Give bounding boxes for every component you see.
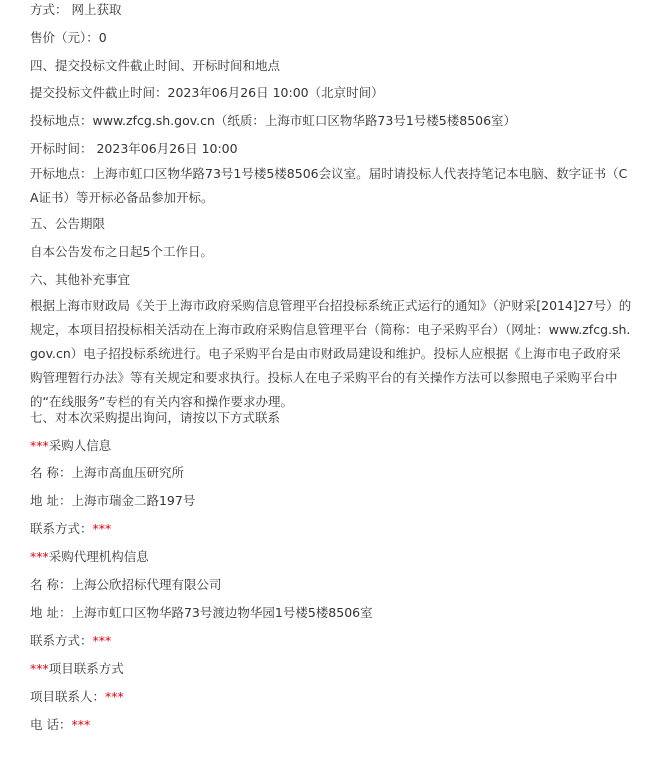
agent-address: 地 址：上海市虹口区物华路73号渡边物华园1号楼5楼8506室 <box>30 605 373 620</box>
masked-text: *** <box>30 549 49 564</box>
price-label: 售价（元）： <box>30 30 99 45</box>
masked-text: *** <box>105 689 124 704</box>
buyer-address: 地 址：上海市瑞金二路197号 <box>30 493 196 508</box>
phone-label: 电 话： <box>30 717 72 732</box>
opening-place: 开标地点：上海市虹口区物华路73号1号楼5楼8506会议室。届时请投标人代表持笔记本电脑、数字证书（CA证书）等开标必备品参加开标。 <box>30 166 628 205</box>
buyer-contact <box>30 519 630 539</box>
section-6-heading: 六、其他补充事宜 <box>30 272 131 287</box>
project-person-label: 项目联系人： <box>30 689 106 704</box>
masked-text: *** <box>92 521 112 536</box>
masked-text: *** <box>92 633 112 648</box>
project-contact-heading <box>30 659 630 679</box>
agent-info-heading <box>30 547 630 567</box>
announcement-period: 自本公告发布之日起5个工作日。 <box>30 244 213 259</box>
section-5-heading: 五、公告期限 <box>30 216 106 231</box>
submission-deadline: 提交投标文件截止时间：2023年06月26日 10:00（北京时间） <box>30 85 384 100</box>
project-contact-person <box>30 687 630 707</box>
project-phone <box>30 715 630 735</box>
agent-info-label: 采购代理机构信息 <box>48 549 149 564</box>
price-line <box>30 28 630 48</box>
supplement-paragraph: 根据上海市财政局《关于上海市政府采购信息管理平台招投标系统正式运行的通知》（沪财采[2014]27号）的规定，本项目招投标相关活动在上海市政府采购信息管理平台（简称：电子采购平台）（网址：www.zfcg.sh.gov.cn）电子招投标系统进行。电子采购平台是由市财政局建设和维护。投标人应根据《上海市电子政府采购管理暂行办法》等有关规定和要求执行。投标人在电子采购平台的有关操作方法可以参照电子采购平台中的“在线服务”专栏的有关内容和操作要求办理。 <box>30 298 632 409</box>
agent-name: 名 称：上海公欣招标代理有限公司 <box>30 577 222 592</box>
masked-text: *** <box>30 661 49 676</box>
project-contact-label: 项目联系方式 <box>48 661 124 676</box>
buyer-name: 名 称：上海市高血压研究所 <box>30 465 184 480</box>
masked-text: *** <box>71 717 91 732</box>
opening-time: 开标时间： 2023年06月26日 10:00 <box>30 141 238 156</box>
masked-text: *** <box>30 438 49 453</box>
agent-contact-label: 联系方式： <box>30 633 93 648</box>
buyer-info-label: 采购人信息 <box>48 438 112 453</box>
section-4-heading: 四、提交投标文件截止时间、开标时间和地点 <box>30 58 281 73</box>
section-7-heading: 七、对本次采购提出询问，请按以下方式联系 <box>30 410 281 425</box>
acquisition-method: 方式： 网上获取 <box>30 2 122 17</box>
buyer-info-heading <box>30 436 630 456</box>
buyer-contact-label: 联系方式： <box>30 521 93 536</box>
bid-location: 投标地点：www.zfcg.sh.gov.cn（纸质：上海市虹口区物华路73号1号楼5楼8506室） <box>30 113 517 128</box>
agent-contact <box>30 631 630 651</box>
price-value: 0 <box>98 30 107 45</box>
